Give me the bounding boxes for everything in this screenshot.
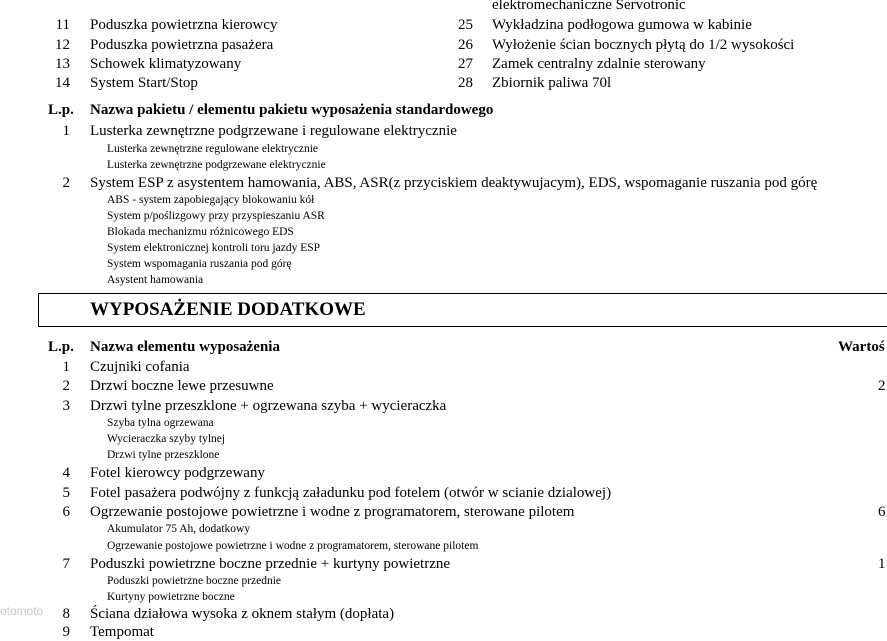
top-left-item-label: Poduszka powietrzna pasażera [90,37,274,53]
top-left-item-num: 13 [55,56,70,72]
additional-header-value: Wartoś [838,339,885,355]
standard-subitem: Blokada mechanizmu różnicowego EDS [107,226,294,238]
standard-item-label: Lusterka zewnętrzne podgrzewane i regulowane elektrycznie [90,123,457,139]
additional-subitem: Ogrzewanie postojowe powietrzne i wodne z programatorem, sterowane pilotem [107,540,479,552]
section-title: WYPOSAŻENIE DODATKOWE [90,299,366,320]
top-right-item-num: 25 [458,17,473,33]
additional-item-label: Ogrzewanie postojowe powietrzne i wodne z programatorem, sterowane pilotem [90,504,575,520]
standard-header-lp: L.p. [48,102,74,118]
top-right-item-label: Wykładzina podłogowa gumowa w kabinie [492,17,752,33]
standard-item-num: 1 [62,123,70,139]
standard-subitem: System p/poślizgowy przy przyspieszaniu ASR [107,210,325,222]
additional-item-num: 8 [62,606,70,622]
additional-item-label: Czujniki cofania [90,359,190,375]
additional-subitem: Kurtyny powietrzne boczne [107,591,235,603]
top-right-item-label: Zbiornik paliwa 70l [492,75,612,91]
top-right-item-num: 28 [458,75,473,91]
additional-header-name: Nazwa elementu wyposażenia [90,339,280,355]
additional-item-label: Fotel kierowcy podgrzewany [90,465,265,481]
additional-item-num: 3 [62,398,70,414]
standard-item-label: System ESP z asystentem hamowania, ABS, ASR(z przyciskiem deaktywujacym), EDS, wspomaganie ruszania pod górę [90,175,818,191]
additional-header-lp: L.p. [48,339,74,355]
additional-subitem: Poduszki powietrzne boczne przednie [107,575,282,587]
additional-item-label: Drzwi boczne lewe przesuwne [90,378,274,394]
standard-header-name: Nazwa pakietu / elementu pakietu wyposażenia standardowego [90,102,494,118]
standard-subitem: Lusterka zewnętrzne regulowane elektrycznie [107,143,319,155]
additional-item-label: Tempomat [90,624,154,640]
additional-item-num: 2 [62,378,70,394]
additional-subitem: Akumulator 75 Ah, dodatkowy [107,523,251,535]
top-right-item-num: 27 [458,56,473,72]
additional-item-label: Ściana działowa wysoka z oknem stałym (dopłata) [90,606,395,622]
top-right-item-label: Wyłożenie ścian bocznych płytą do 1/2 wysokości [492,37,795,53]
additional-item-num: 7 [62,556,70,572]
additional-item-num: 1 [62,359,70,375]
additional-item-label: Drzwi tylne przeszklone + ogrzewana szyba + wycieraczka [90,398,447,414]
additional-item-num: 4 [62,465,70,481]
additional-item-num: 9 [62,624,70,640]
additional-subitem: Szyba tylna ogrzewana [107,417,214,429]
top-left-item-label: System Start/Stop [90,75,198,91]
standard-subitem: Lusterka zewnętrzne podgrzewane elektrycznie [107,159,326,171]
additional-subitem: Wycieraczka szyby tylnej [107,433,226,445]
top-left-item-num: 12 [55,37,70,53]
additional-item-value: 2 [878,378,886,394]
top-right-partial-line: elektromechaniczne Servotronic [492,0,686,13]
standard-subitem: System elektronicznej kontroli toru jazdy ESP [107,242,321,254]
standard-subitem: System wspomagania ruszania pod górę [107,258,292,270]
additional-item-label: Poduszki powietrzne boczne przednie + kurtyny powietrzne [90,556,451,572]
top-right-item-num: 26 [458,37,473,53]
additional-subitem: Drzwi tylne przeszklone [107,449,220,461]
standard-subitem: Asystent hamowania [107,274,204,286]
top-left-item-num: 14 [55,75,70,91]
additional-item-num: 6 [62,504,70,520]
additional-item-num: 5 [62,485,70,501]
additional-item-value: 6 [878,504,886,520]
additional-item-label: Fotel pasażera podwójny z funkcją załadunku pod fotelem (otwór w scianie dzialowej) [90,485,612,501]
top-left-item-label: Schowek klimatyzowany [90,56,242,72]
additional-item-value: 1 [878,556,886,572]
top-left-item-num: 11 [55,17,70,33]
watermark-logo: otomoto [0,604,44,618]
standard-item-num: 2 [62,175,70,191]
top-right-item-label: Zamek centralny zdalnie sterowany [492,56,706,72]
top-left-item-label: Poduszka powietrzna kierowcy [90,17,278,33]
standard-subitem: ABS - system zapobiegający blokowaniu kół [107,194,315,206]
